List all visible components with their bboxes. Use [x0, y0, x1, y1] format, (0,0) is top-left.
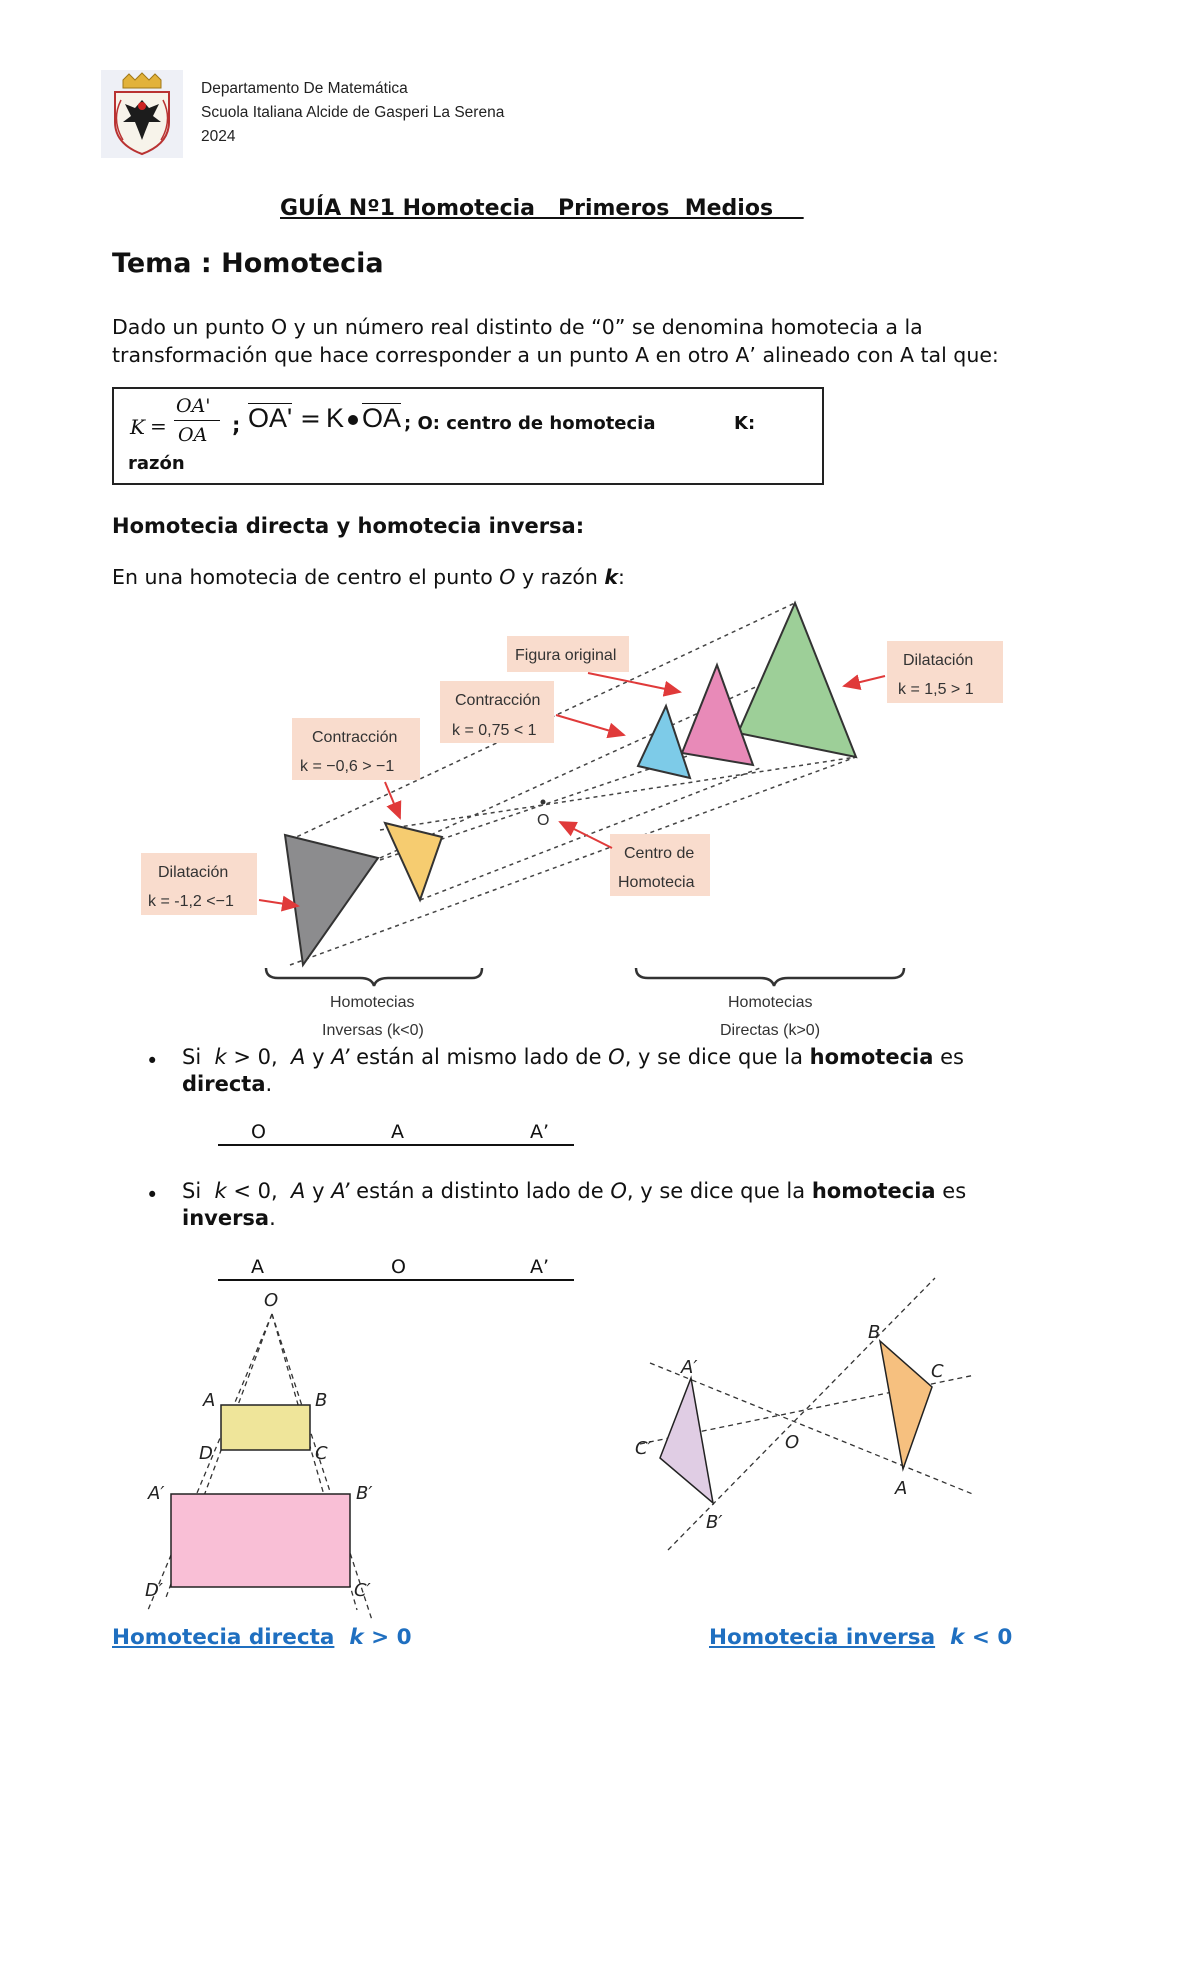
fig2-d: D — [199, 1443, 213, 1464]
fig2-b-prime: B′ — [356, 1483, 373, 1504]
triangle-image-inverse — [660, 1378, 713, 1503]
bullet-homotecia: homotecia — [811, 1179, 936, 1203]
bullet-es: es — [933, 1045, 964, 1069]
formula-center-label: ; O: centro de homotecia — [404, 413, 656, 434]
fig2-b: B — [315, 1390, 328, 1411]
axis-inversa-a-prime: A’ — [530, 1256, 550, 1278]
axis-directa-a-prime: A’ — [530, 1121, 550, 1143]
bullet-k: k — [214, 1045, 227, 1069]
fig2-c: C — [315, 1443, 328, 1464]
bullet-o: O — [608, 1045, 625, 1069]
header-year: 2024 — [201, 128, 236, 145]
fig2-c-prime: C′ — [354, 1580, 371, 1601]
bullet-mid: están a distinto lado de — [349, 1179, 611, 1203]
section-heading: Homotecia directa y homotecia inversa: — [112, 514, 585, 538]
formula-numerator: OA' — [176, 395, 211, 417]
label-directas-2: Directas (k>0) — [720, 1022, 821, 1039]
intro-k: k — [604, 565, 619, 589]
formula-oa-prime: OA' — [248, 403, 293, 433]
link-directa-k: k — [349, 1625, 364, 1650]
label-directas-1: Homotecias — [728, 994, 813, 1011]
bullet-y: y — [305, 1045, 332, 1069]
bullet-cond: > 0, — [226, 1045, 278, 1069]
label-figura-original: Figura original — [515, 647, 617, 664]
formula-sep-1: ; — [232, 413, 241, 437]
definition-line-1: Dado un punto O y un número real distinto de “0” se denomina homotecia a la — [112, 315, 923, 339]
link-directa-cond: > 0 — [363, 1625, 412, 1650]
label-dilatacion-neg-2: k = -1,2 <−1 — [148, 893, 234, 910]
formula-razon: razón — [128, 453, 185, 474]
bullet-dot: . — [269, 1206, 276, 1230]
bullet-k: k — [214, 1179, 227, 1203]
fig2-d-prime: D′ — [145, 1580, 163, 1601]
formula-denominator: OA — [178, 424, 208, 446]
formula-k-factor: K — [326, 403, 345, 433]
label-contraccion-neg-1: Contracción — [312, 729, 398, 746]
label-dilatacion-pos-1: Dilatación — [903, 652, 974, 669]
formula-k-word: K: — [734, 413, 756, 434]
link-inversa-text[interactable]: Homotecia inversa — [709, 1625, 936, 1650]
formula-equals-2: = — [300, 404, 321, 433]
fig2-a-prime: A′ — [148, 1483, 165, 1504]
label-contraccion-pos-1: Contracción — [455, 692, 541, 709]
label-inversas-1: Homotecias — [330, 994, 415, 1011]
bullet-tail: , y se dice que la — [624, 1045, 810, 1069]
fig3-o: O — [785, 1432, 800, 1453]
label-centro-1: Centro de — [624, 845, 695, 862]
bullet-cond: < 0, — [226, 1179, 278, 1203]
center-o-label: O — [537, 812, 550, 829]
intro-text: En una homotecia de centro el punto — [112, 565, 500, 589]
link-inversa-k: k — [950, 1625, 965, 1650]
page-title: GUÍA Nº1 Homotecia Primeros Medios — [280, 196, 804, 221]
fig3-c: C — [931, 1361, 944, 1382]
label-contraccion-pos-2: k = 0,75 < 1 — [452, 722, 537, 739]
formula-oa: OA — [362, 403, 402, 433]
bullet-a: A — [291, 1045, 306, 1069]
header-department: Departamento De Matemática — [201, 80, 408, 97]
triangle-original-inverse — [880, 1341, 932, 1469]
bullet-a: A — [291, 1179, 306, 1203]
fig3-b: B — [868, 1322, 881, 1343]
link-directa-text[interactable]: Homotecia directa — [112, 1625, 335, 1650]
label-dilatacion-neg-1: Dilatación — [158, 864, 229, 881]
label-contraccion-neg-2: k = −0,6 > −1 — [300, 758, 395, 775]
header-school: Scuola Italiana Alcide de Gasperi La Serena — [201, 104, 505, 121]
label-centro-2: Homotecia — [618, 874, 695, 891]
link-inversa-cond: < 0 — [964, 1625, 1013, 1650]
fig3-b-prime: B′ — [706, 1512, 723, 1533]
bullet-mid: están al mismo lado de — [349, 1045, 609, 1069]
axis-inversa-o: O — [391, 1256, 406, 1278]
bullet-inversa: inversa — [182, 1206, 270, 1230]
axis-inversa-a: A — [251, 1256, 264, 1278]
link-homotecia-inversa[interactable] — [709, 1625, 1012, 1650]
fig3-a: A — [895, 1478, 908, 1499]
formula-equals: = — [150, 414, 167, 438]
bullet-dot-2: • — [146, 1183, 159, 1207]
fig2-o: O — [264, 1290, 279, 1311]
intro-o: O — [499, 565, 516, 589]
label-dilatacion-pos-2: k = 1,5 > 1 — [898, 681, 974, 698]
definition-line-2: transformación que hace corresponder a un punto A en otro A’ alineado con A tal que: — [112, 343, 999, 367]
axis-directa-a: A — [391, 1121, 404, 1143]
rect-original — [221, 1405, 310, 1450]
bullet-si: Si — [182, 1179, 202, 1203]
bullet-a-prime: A’ — [331, 1045, 350, 1069]
bullet-tail: , y se dice que la — [626, 1179, 812, 1203]
label-inversas-2: Inversas (k<0) — [322, 1022, 424, 1039]
bullet-a-prime: A’ — [331, 1179, 350, 1203]
bullet-dot-1: • — [146, 1049, 159, 1073]
formula-k: K — [130, 415, 145, 439]
intro-text-2: y razón — [515, 565, 605, 589]
intro-colon: : — [618, 565, 625, 589]
bullet-dot: . — [265, 1072, 273, 1096]
topic-heading: Tema : Homotecia — [112, 248, 384, 279]
bullet-directa: directa — [182, 1072, 266, 1096]
fig2-a: A — [203, 1390, 216, 1411]
bullet-es: es — [935, 1179, 967, 1203]
axis-directa-o: O — [251, 1121, 266, 1143]
link-homotecia-directa[interactable] — [112, 1625, 412, 1650]
bullet-si: Si — [182, 1045, 202, 1069]
fig3-a-prime: A′ — [681, 1357, 698, 1378]
fig3-c-prime: C′ — [635, 1438, 652, 1459]
rect-image — [171, 1494, 350, 1587]
bullet-homotecia: homotecia — [809, 1045, 934, 1069]
bullet-o: O — [610, 1179, 627, 1203]
bullet-y: y — [305, 1179, 332, 1203]
